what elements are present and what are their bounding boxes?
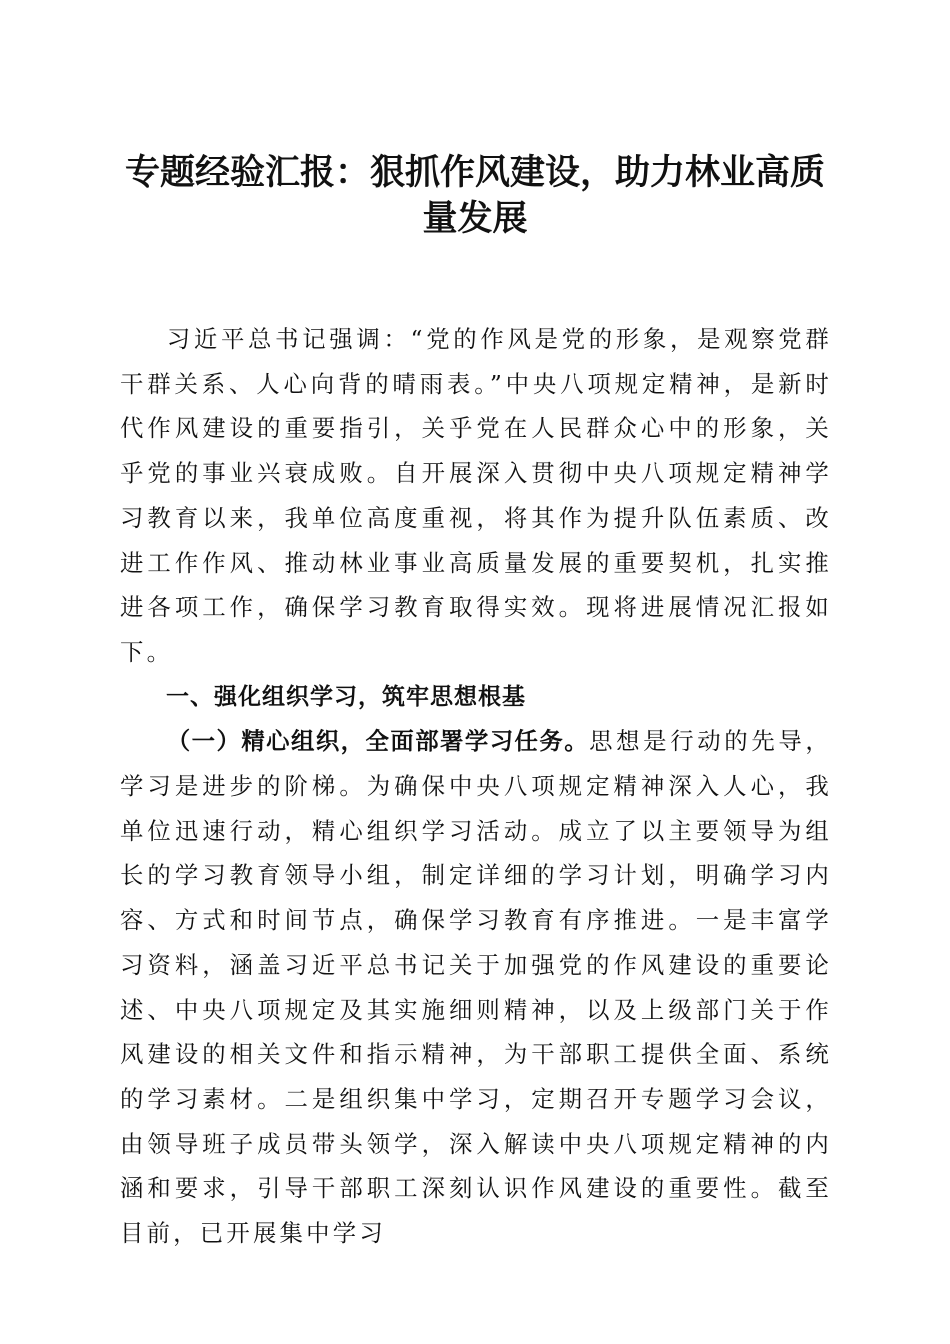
subsection-body-1: 思想是行动的先导，学习是进步的阶梯。为确保中央八项规定精神深入人心，我单位迅速行动，精心组织学习活动。成立了以主要领导为组长的学习教育领导小组，制定详细的学习计划，明确学习内容、方式和时间节点，确保学习教育有序推进。一是丰富学习资料，涵盖习近平总书记关于加强党的作风建设的重要论述、中央八项规定及其实施细则精神，以及上级部门关于作风建设的相关文件和指示精神，为干部职工提供全面、系统的学习素材。二是组织集中学习，定期召开专题学习会议，由领导班子成员带头领学，深入解读中央八项规定精神的内涵和要求，引导干部职工深刻认识作风建设的重要性。截至目前，已开展集中学习: [120, 727, 832, 1248]
title-line-1: 专题经验汇报：狠抓作风建设，助力林业高质: [124, 152, 825, 193]
subsection-paragraph-1: [120, 719, 832, 1255]
section-heading-1: 一、强化组织学习，筑牢思想根基: [166, 683, 526, 710]
document-title: [100, 150, 850, 242]
subsection-heading-1: （一）精心组织，全面部署学习任务。: [166, 727, 590, 756]
title-line-2: 量发展: [422, 198, 528, 239]
document-body: [120, 317, 832, 1256]
intro-paragraph: 习近平总书记强调：“党的作风是党的形象，是观察党群干群关系、人心向背的晴雨表。”中央八项规定精神，是新时代作风建设的重要指引，关乎党在人民群众心中的形象，关乎党的事业兴衰成败。自开展深入贯彻中央八项规定精神学习教育以来，我单位高度重视，将其作为提升队伍素质、改进工作作风、推动林业事业高质量发展的重要契机，扎实推进各项工作，确保学习教育取得实效。现将进展情况汇报如下。: [120, 325, 832, 666]
